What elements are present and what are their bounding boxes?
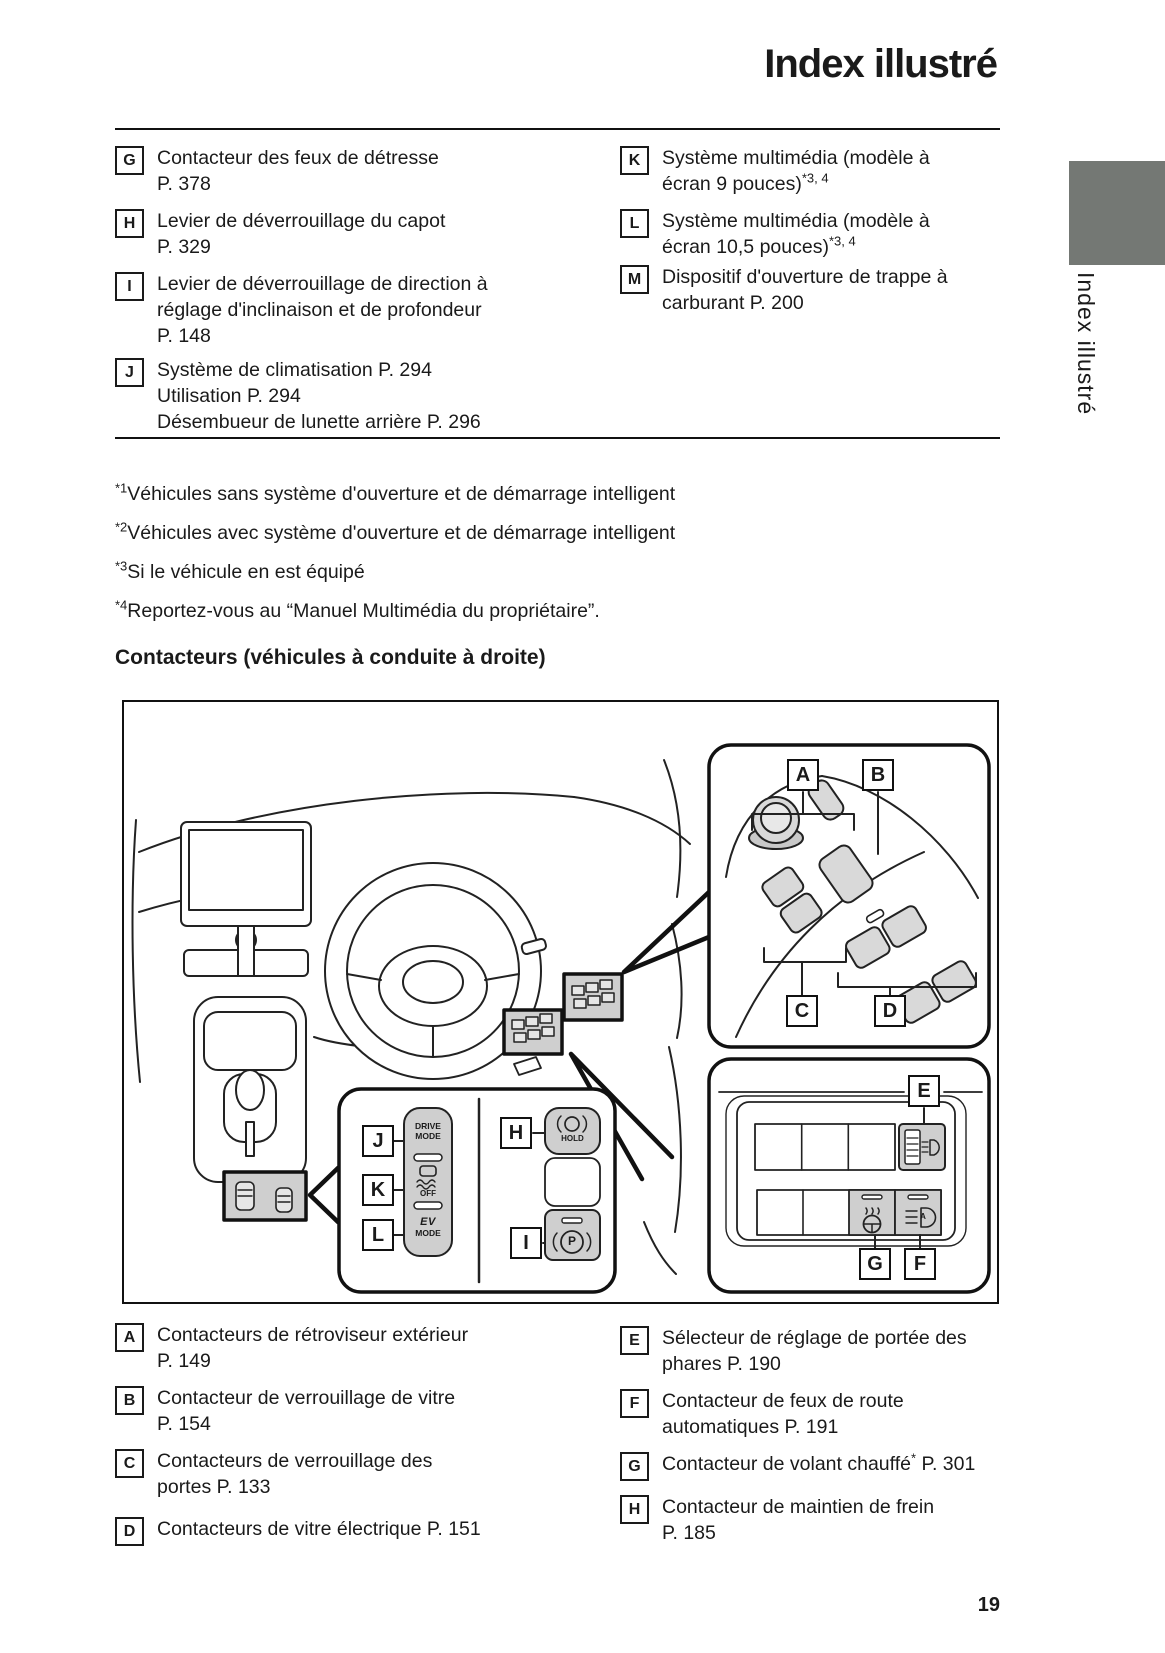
key-badge-d2: D xyxy=(115,1517,144,1546)
diagram-label-f: F xyxy=(904,1248,936,1280)
index-entry-h-top: H Levier de déverrouillage du capot P. 329 xyxy=(115,208,580,260)
diagram-label-d: D xyxy=(874,995,906,1027)
index-entry-l-top: L Système multimédia (modèle à écran 10,5 pouces)$^{*3, 4}$ xyxy=(620,208,1000,260)
key-badge-c2: C xyxy=(115,1449,144,1478)
index-entry-e-bottom: E Sélecteur de réglage de portée des phares P. 190 xyxy=(620,1325,1000,1377)
index-entry-d-bottom: D Contacteurs de vitre électrique P. 151 xyxy=(115,1516,580,1546)
key-badge-f2: F xyxy=(620,1389,649,1418)
diagram-label-j: J xyxy=(362,1125,394,1157)
cockpit-line-art xyxy=(124,702,997,1302)
key-badge-m: M xyxy=(620,265,649,294)
footnote-4: $^{*4}$Reportez-vous au “Manuel Multimédia du propriétaire”. xyxy=(115,597,600,622)
top-rule xyxy=(115,128,1000,130)
index-entry-i-top: I Levier de déverrouillage de direction à réglage d'inclinaison et de profondeur P. 148 xyxy=(115,271,580,349)
footnote-3: $^{*3}$Si le véhicule en est équipé xyxy=(115,558,365,583)
key-badge-b2: B xyxy=(115,1386,144,1415)
vsc-off-button-label: OFF xyxy=(420,1189,436,1198)
footnote-2: $^{*2}$Véhicules avec système d'ouverture et de démarrage intelligent xyxy=(115,519,676,544)
index-entry-h-bottom: H Contacteur de maintien de frein P. 185 xyxy=(620,1494,1000,1546)
index-entry-a-bottom: A Contacteurs de rétroviseur extérieur P. 149 xyxy=(115,1322,580,1374)
index-entry-c-bottom: C Contacteurs de verrouillage des portes P. 133 xyxy=(115,1448,580,1500)
diagram-label-l: L xyxy=(362,1219,394,1251)
key-badge-l: L xyxy=(620,209,649,238)
key-badge-a2: A xyxy=(115,1323,144,1352)
diagram-label-e: E xyxy=(908,1075,940,1107)
ev-mode-button-label: EV MODE xyxy=(415,1216,441,1238)
diagram-label-b: B xyxy=(862,759,894,791)
parking-brake-icon: P xyxy=(567,1234,576,1248)
drive-mode-button-label: DRIVE MODE xyxy=(415,1121,441,1141)
middle-rule xyxy=(115,437,1000,439)
key-badge-h2: H xyxy=(620,1495,649,1524)
index-entry-g-bottom: G Contacteur de volant chauffé* P. 301 xyxy=(620,1451,1000,1481)
index-entry-k-top: K Système multimédia (modèle à écran 9 pouces)$^{*3, 4}$ xyxy=(620,145,1000,197)
key-badge-h: H xyxy=(115,209,144,238)
chapter-tab xyxy=(1069,161,1165,265)
key-badge-k: K xyxy=(620,146,649,175)
chapter-tab-label: Index illustré xyxy=(1073,272,1099,416)
key-badge-j: J xyxy=(115,358,144,387)
index-entry-g-top: G Contacteur des feux de détresse P. 378 xyxy=(115,145,580,197)
index-entry-f-bottom: F Contacteur de feux de route automatiques P. 191 xyxy=(620,1388,1000,1440)
brake-hold-button-label: HOLD xyxy=(561,1134,584,1143)
diagram-label-g: G xyxy=(859,1248,891,1280)
key-badge-g2: G xyxy=(620,1452,649,1481)
illustration-panel xyxy=(122,700,999,1304)
key-badge-g: G xyxy=(115,146,144,175)
diagram-label-c: C xyxy=(786,995,818,1027)
diagram-label-a: A xyxy=(787,759,819,791)
diagram-label-k: K xyxy=(362,1174,394,1206)
page-title: Index illustré xyxy=(764,42,997,86)
section-heading: Contacteurs (véhicules à conduite à droite) xyxy=(115,646,546,669)
index-entry-b-bottom: B Contacteur de verrouillage de vitre P. 154 xyxy=(115,1385,580,1437)
key-badge-i: I xyxy=(115,272,144,301)
index-entry-j-top: J Système de climatisation P. 294 Utilisation P. 294 Désembueur de lunette arrière P. 296 xyxy=(115,357,580,435)
page-number: 19 xyxy=(977,1594,1000,1616)
auto-highbeam-icon: A xyxy=(920,1212,926,1221)
index-entry-m-top: M Dispositif d'ouverture de trappe à carburant P. 200 xyxy=(620,264,1000,316)
footnote-1: $^{*1}$Véhicules sans système d'ouverture et de démarrage intelligent xyxy=(115,480,676,505)
key-badge-e2: E xyxy=(620,1326,649,1355)
diagram-label-i: I xyxy=(510,1227,542,1259)
diagram-label-h: H xyxy=(500,1117,532,1149)
